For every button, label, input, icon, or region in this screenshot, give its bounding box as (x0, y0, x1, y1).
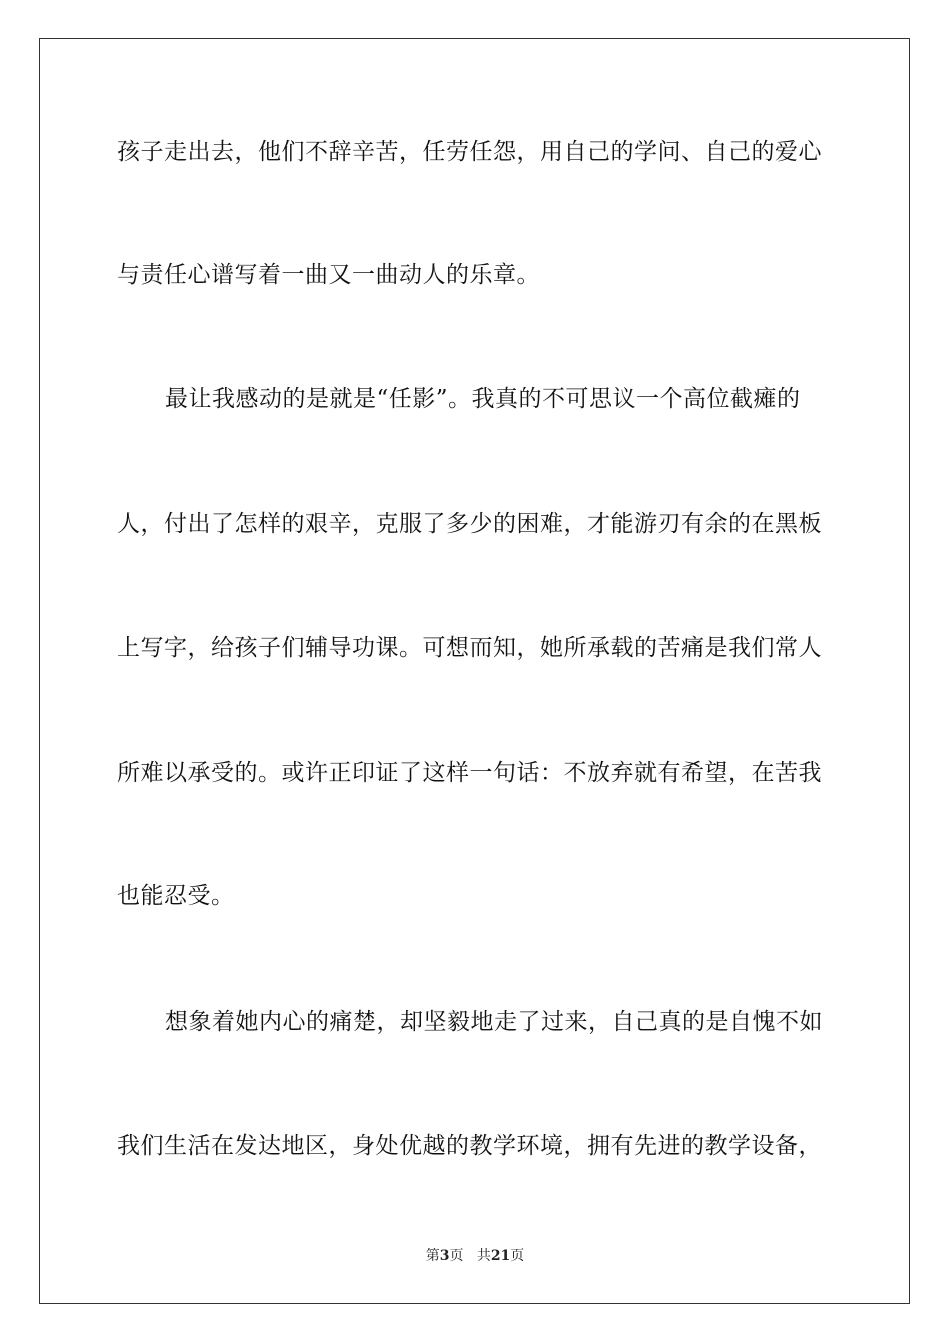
body-text-line: 孩子走出去，他们不辞辛苦，任劳任怨，用自己的学问、自己的爱心 (117, 139, 822, 165)
body-text-line: 上写字，给孩子们辅导功课。可想而知，她所承载的苦痛是我们常人 (117, 635, 822, 661)
body-text-line: 与责任心谱写着一曲又一曲动人的乐章。 (117, 262, 540, 288)
body-text-line: 也能忍受。 (117, 883, 235, 909)
page-prefix: 第 (425, 1248, 440, 1264)
page-number: 3 (439, 1248, 450, 1264)
page-suffix: 页 (449, 1248, 464, 1264)
total-suffix: 页 (510, 1248, 525, 1264)
paragraph-first-line: 最让我感动的是就是“任影”。我真的不可思议一个高位截瘫的 (165, 386, 801, 412)
body-text-line: 所难以承受的。或许正印证了这样一句话：不放弃就有希望，在苦我 (117, 760, 822, 786)
body-text-line: 人，付出了怎样的艰辛，克服了多少的困难，才能游刃有余的在黑板 (117, 511, 822, 537)
total-pages: 21 (490, 1248, 511, 1264)
body-text-line: 我们生活在发达地区，身处优越的教学环境，拥有先进的教学设备， (117, 1133, 822, 1159)
total-prefix: 共 (476, 1248, 491, 1264)
paragraph-first-line: 想象着她内心的痛楚，却坚毅地走了过来，自己真的是自愧不如 (165, 1009, 823, 1035)
page-footer (0, 1246, 950, 1266)
page-border (39, 38, 910, 1304)
